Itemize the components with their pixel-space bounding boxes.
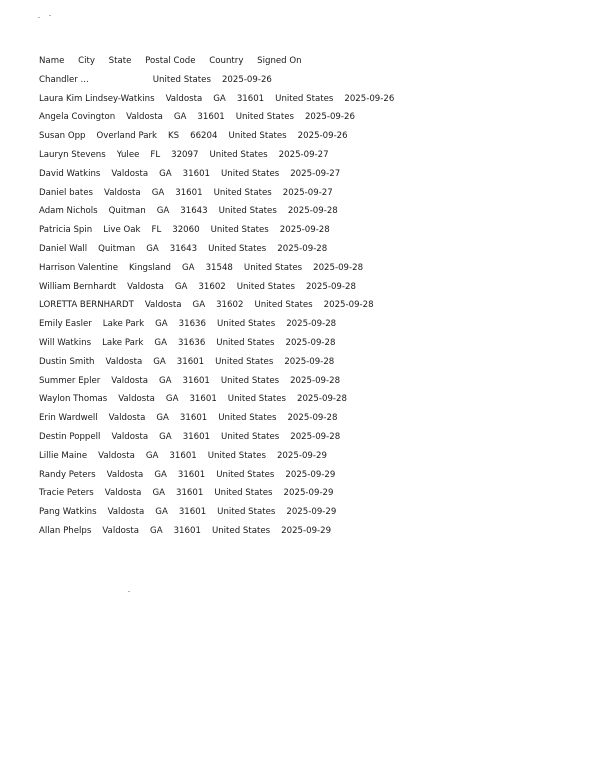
city-cell: Live Oak (103, 225, 141, 236)
city-cell: Valdosta (104, 488, 142, 499)
name-cell: Angela Covington (39, 112, 116, 123)
country-cell: United States (207, 450, 266, 461)
signed-on-cell: 2025-09-28 (323, 300, 374, 311)
state-cell: GA (159, 168, 172, 179)
city-cell: Valdosta (127, 281, 164, 292)
country-cell: United States (275, 93, 334, 104)
signed-on-cell: 2025-09-28 (305, 281, 356, 292)
country-cell: United States (220, 375, 280, 386)
state-cell: GA (159, 431, 172, 442)
state-cell: GA (165, 394, 179, 405)
name-cell: William Bernhardt (39, 281, 117, 292)
list-item (39, 167, 405, 186)
state-cell: GA (154, 469, 167, 480)
signed-on-cell: 2025-09-28 (285, 337, 336, 348)
city-cell: Valdosta (103, 187, 141, 198)
scan-speck (49, 15, 51, 16)
name-cell: David Watkins (39, 168, 101, 179)
postal-code-cell: 31636 (178, 319, 206, 330)
list-item (39, 110, 405, 129)
postal-code-cell: 31601 (178, 507, 207, 518)
signup-list (39, 54, 405, 543)
list-item (39, 204, 405, 223)
list-item (39, 449, 405, 468)
header-name: Name (39, 56, 65, 66)
signed-on-cell: 2025-09-28 (297, 394, 347, 405)
name-cell: Tracie Peters (39, 488, 94, 499)
state-cell: GA (156, 206, 170, 217)
postal-code-cell: 31601 (182, 431, 211, 442)
city-cell: Lake Park (102, 319, 145, 330)
state-cell: GA (159, 375, 172, 386)
name-cell: Pang Watkins (39, 507, 97, 518)
list-item (39, 430, 405, 449)
name-cell: Harrison Valentine (39, 262, 119, 273)
list-item (39, 280, 405, 299)
signed-on-cell: 2025-09-27 (290, 168, 341, 179)
city-cell: Yulee (116, 149, 140, 160)
signed-on-cell: 2025-09-26 (304, 112, 355, 123)
signed-on-cell: 2025-09-29 (286, 507, 337, 518)
signed-on-cell: 2025-09-29 (283, 488, 334, 499)
header-row (39, 54, 405, 73)
city-cell: Valdosta (102, 525, 140, 536)
name-cell: Adam Nichols (39, 206, 98, 217)
state-cell: KS (168, 131, 180, 142)
signed-on-cell: 2025-09-27 (282, 187, 333, 198)
list-item (39, 148, 405, 167)
country-cell: United States (208, 243, 267, 254)
header-state: State (108, 56, 132, 66)
postal-code-cell: 31602 (198, 281, 226, 292)
name-cell: Daniel bates (39, 187, 93, 198)
postal-code-cell: 32097 (171, 149, 199, 160)
country-cell: United States (243, 262, 303, 273)
country-cell: United States (209, 149, 268, 160)
signed-on-cell: 2025-09-26 (344, 93, 395, 104)
state-cell: FL (150, 149, 161, 160)
list-item (39, 242, 405, 261)
postal-code-cell: 31601 (176, 356, 205, 367)
country-cell: United States (216, 469, 275, 480)
country-cell: United States (218, 413, 277, 424)
list-item (39, 261, 405, 280)
signed-on-cell: 2025-09-26 (297, 131, 348, 142)
state-cell: GA (192, 300, 206, 311)
country-cell: United States (211, 525, 271, 536)
postal-code-cell: 31601 (182, 168, 211, 179)
scan-speck (128, 591, 130, 592)
name-cell: Summer Epler (39, 375, 101, 386)
country-cell: United States (213, 187, 272, 198)
list-item (39, 486, 405, 505)
postal-code-cell: 31548 (205, 262, 233, 273)
postal-code-cell: 66204 (190, 131, 218, 142)
country-cell: United States (216, 337, 275, 348)
signed-on-cell: 2025-09-28 (287, 413, 338, 424)
state-cell: GA (154, 337, 167, 348)
city-cell: Valdosta (108, 413, 146, 424)
postal-code-cell: 31602 (216, 300, 244, 311)
country-cell: United States (235, 112, 294, 123)
country-cell: United States (227, 394, 286, 405)
list-item (39, 374, 405, 393)
signed-on-cell: 2025-09-29 (276, 450, 327, 461)
postal-code-cell: 31601 (175, 187, 203, 198)
list-item (39, 223, 405, 242)
city-cell: Valdosta (118, 394, 155, 405)
state-cell: FL (151, 225, 162, 236)
city-cell: Overland Park (96, 131, 158, 142)
signed-on-cell: 2025-09-28 (290, 431, 341, 442)
city-cell: Valdosta (111, 431, 149, 442)
state-cell: GA (182, 262, 195, 273)
city-cell: Valdosta (111, 375, 148, 386)
city-cell: Valdosta (106, 469, 144, 480)
state-cell: GA (150, 525, 163, 536)
state-cell: GA (173, 112, 187, 123)
name-cell: Chandler ... (39, 74, 89, 85)
header-signed-on: Signed On (257, 56, 302, 66)
state-cell: GA (152, 488, 165, 499)
city-cell: Valdosta (111, 168, 149, 179)
signed-on-cell: 2025-09-29 (281, 525, 332, 536)
header-country: Country (209, 56, 244, 66)
signed-on-cell: 2025-09-29 (285, 469, 336, 480)
name-cell: Lauryn Stevens (39, 149, 106, 160)
state-cell: GA (153, 356, 166, 367)
state-cell: GA (174, 281, 188, 292)
city-cell: Kingsland (129, 262, 172, 273)
name-cell: Patricia Spin (39, 225, 93, 236)
name-cell: Laura Kim Lindsey-Watkins (39, 93, 155, 104)
postal-code-cell: 31601 (169, 450, 197, 461)
name-cell: Emily Easler (39, 319, 92, 330)
city-cell: Valdosta (165, 93, 203, 104)
signed-on-cell: 2025-09-27 (278, 149, 329, 160)
signed-on-cell: 2025-09-26 (221, 74, 272, 85)
country-cell: United States (221, 168, 280, 179)
city-cell: Quitman (98, 243, 136, 254)
state-cell: GA (213, 93, 226, 104)
country-cell: United States (228, 131, 287, 142)
signed-on-cell: 2025-09-28 (277, 243, 328, 254)
state-cell: GA (146, 243, 159, 254)
country-cell: United States (221, 431, 280, 442)
signed-on-cell: 2025-09-28 (284, 356, 335, 367)
state-cell: GA (155, 319, 168, 330)
list-item (39, 505, 405, 524)
list-item (39, 73, 405, 92)
list-item (39, 92, 405, 111)
city-cell: Valdosta (144, 300, 182, 311)
postal-code-cell: 31601 (177, 469, 206, 480)
state-cell: GA (151, 187, 165, 198)
city-cell: Valdosta (126, 112, 163, 123)
list-item (39, 411, 405, 430)
postal-code-cell: 31601 (176, 488, 204, 499)
postal-code-cell: 31601 (189, 394, 217, 405)
name-cell: Waylon Thomas (39, 394, 108, 405)
header-city: City (78, 56, 95, 66)
name-cell: Allan Phelps (39, 525, 92, 536)
country-cell: United States (217, 319, 276, 330)
scan-speck (38, 17, 40, 18)
name-cell: Randy Peters (39, 469, 96, 480)
country-cell: United States (215, 356, 274, 367)
country-cell: United States (254, 300, 313, 311)
list-item (39, 392, 405, 411)
country-cell: United States (152, 74, 211, 85)
name-cell: Lillie Maine (39, 450, 88, 461)
country-cell: United States (217, 507, 276, 518)
list-item (39, 317, 405, 336)
postal-code-cell: 31601 (236, 93, 265, 104)
signed-on-cell: 2025-09-28 (286, 319, 337, 330)
postal-code-cell: 31643 (169, 243, 198, 254)
city-cell: Quitman (108, 206, 146, 217)
list-item (39, 468, 405, 487)
list-item (39, 129, 405, 148)
postal-code-cell: 31601 (179, 413, 208, 424)
postal-code-cell: 31601 (173, 525, 201, 536)
signed-on-cell: 2025-09-28 (287, 206, 338, 217)
country-cell: United States (218, 206, 277, 217)
state-cell: GA (156, 413, 169, 424)
city-cell: Valdosta (105, 356, 143, 367)
postal-code-cell: 31643 (180, 206, 208, 217)
name-cell: LORETTA BERNHARDT (39, 300, 134, 311)
country-cell: United States (210, 225, 269, 236)
country-cell: United States (236, 281, 295, 292)
signed-on-cell: 2025-09-28 (290, 375, 341, 386)
city-cell: Lake Park (102, 337, 144, 348)
postal-code-cell: 31601 (182, 375, 210, 386)
list-item (39, 524, 405, 543)
city-cell: Valdosta (98, 450, 135, 461)
country-cell: United States (214, 488, 273, 499)
postal-code-cell: 31601 (197, 112, 225, 123)
name-cell: Susan Opp (39, 131, 86, 142)
state-cell: GA (155, 507, 168, 518)
name-cell: Will Watkins (39, 337, 92, 348)
name-cell: Destin Poppell (39, 431, 101, 442)
name-cell: Erin Wardwell (39, 413, 98, 424)
postal-code-cell: 32060 (172, 225, 200, 236)
signed-on-cell: 2025-09-28 (279, 225, 330, 236)
list-item (39, 186, 405, 205)
name-cell: Dustin Smith (39, 356, 95, 367)
list-item (39, 298, 405, 317)
postal-code-cell: 31636 (177, 337, 206, 348)
name-cell: Daniel Wall (39, 243, 88, 254)
header-postal-code: Postal Code (145, 56, 196, 66)
signed-on-cell: 2025-09-28 (313, 262, 364, 273)
state-cell: GA (145, 450, 159, 461)
city-cell: Valdosta (107, 507, 145, 518)
list-item (39, 336, 405, 355)
list-item (39, 355, 405, 374)
